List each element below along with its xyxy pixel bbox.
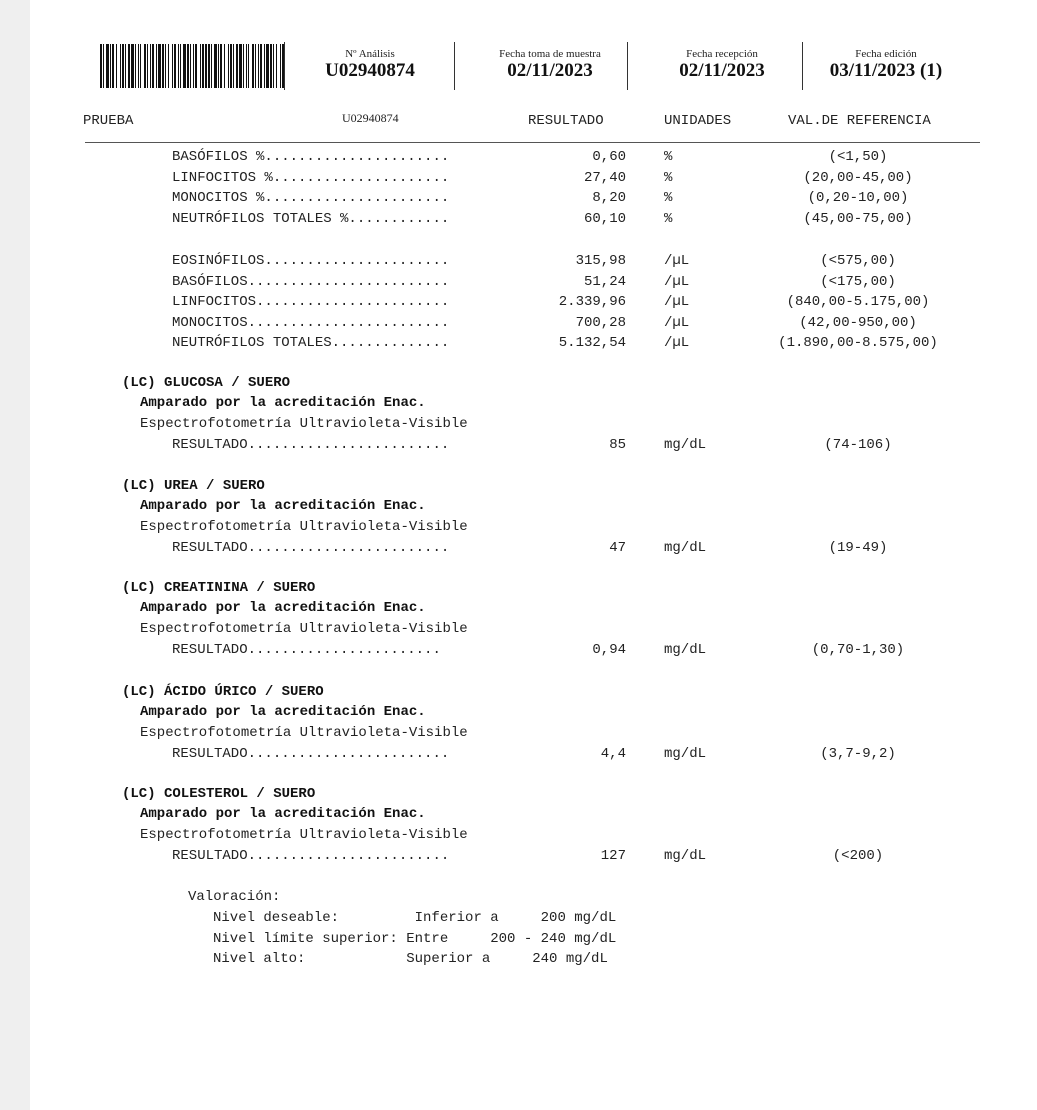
result-unit: mg/dL xyxy=(664,540,707,556)
method-note: Espectrofotometría Ultravioleta-Visible xyxy=(140,416,468,432)
result-row xyxy=(30,314,1030,332)
analysis-number xyxy=(310,48,430,82)
test-name: MONOCITOS %...................... xyxy=(172,190,450,206)
result-row xyxy=(30,293,1030,311)
method-note: Espectrofotometría Ultravioleta-Visible xyxy=(140,827,468,843)
result-value: 2.339,96 xyxy=(558,294,626,310)
reference-range: (45,00-75,00) xyxy=(803,210,913,227)
result-unit: /µL xyxy=(664,314,690,331)
sample-date xyxy=(470,48,630,82)
result-value: 4,4 xyxy=(600,746,626,762)
result-unit: /µL xyxy=(664,335,690,351)
result-value: 127 xyxy=(600,848,626,864)
result-row xyxy=(30,334,1030,352)
test-name: RESULTADO........................ xyxy=(172,848,450,864)
reception-value: 02/11/2023 xyxy=(679,60,765,81)
result-value: 8,20 xyxy=(592,190,626,206)
valoracion-title: Valoración: xyxy=(188,889,281,905)
analysis-label: Nº Análisis xyxy=(345,48,395,60)
reference-range: (<200) xyxy=(832,848,884,864)
reference-range: (<175,00) xyxy=(820,273,896,290)
reference-range: (<1,50) xyxy=(828,149,888,165)
result-unit: % xyxy=(664,169,673,186)
result-row xyxy=(30,252,1030,270)
test-name: RESULTADO........................ xyxy=(172,437,450,453)
section-title: (LC) ÁCIDO ÚRICO / SUERO xyxy=(122,684,324,700)
result-row xyxy=(30,273,1030,291)
header-divider xyxy=(627,42,628,90)
test-name: RESULTADO....................... xyxy=(172,642,441,658)
sample-date-value: 02/11/2023 xyxy=(507,60,593,81)
reference-range: (3,7-9,2) xyxy=(820,746,896,762)
result-value: 51,24 xyxy=(583,273,626,290)
reception-date xyxy=(642,48,802,82)
result-value: 315,98 xyxy=(575,253,626,269)
edition-label: Fecha edición xyxy=(855,48,917,60)
accreditation-note: Amparado por la acreditación Enac. xyxy=(140,704,426,720)
result-unit: % xyxy=(664,149,673,165)
result-unit: % xyxy=(664,190,673,206)
column-header-units: UNIDADES xyxy=(664,113,732,129)
result-row xyxy=(30,847,1030,865)
result-unit: /µL xyxy=(664,253,690,269)
section-title: (LC) GLUCOSA / SUERO xyxy=(122,375,291,391)
result-value: 60,10 xyxy=(583,210,626,227)
reference-range: (<575,00) xyxy=(820,253,896,269)
header-divider xyxy=(284,42,285,90)
result-row xyxy=(30,641,1030,659)
result-row xyxy=(30,169,1030,187)
reference-range: (74-106) xyxy=(824,437,892,453)
result-value: 0,94 xyxy=(592,642,626,658)
result-value: 47 xyxy=(609,540,626,556)
result-value: 5.132,54 xyxy=(558,335,626,351)
reception-label: Fecha recepción xyxy=(686,48,758,60)
barcode-icon xyxy=(100,44,284,88)
result-row xyxy=(30,436,1030,454)
method-note: Espectrofotometría Ultravioleta-Visible xyxy=(140,725,468,741)
sample-date-label: Fecha toma de muestra xyxy=(499,48,601,60)
test-name: MONOCITOS........................ xyxy=(172,314,450,331)
result-unit: mg/dL xyxy=(664,437,707,453)
valoracion-line: Nivel deseable: Inferior a 200 mg/dL xyxy=(213,910,617,926)
reference-range: (1.890,00-8.575,00) xyxy=(778,335,938,351)
section-title: (LC) CREATININA / SUERO xyxy=(122,580,316,596)
test-name: BASÓFILOS %...................... xyxy=(172,149,450,165)
result-value: 0,60 xyxy=(592,149,626,165)
reference-range: (0,70-1,30) xyxy=(811,642,905,658)
test-name: RESULTADO........................ xyxy=(172,746,450,762)
section-title: (LC) UREA / SUERO xyxy=(122,478,265,494)
valoracion-line: Nivel límite superior: Entre 200 - 240 mg/dL xyxy=(213,930,617,947)
result-value: 700,28 xyxy=(575,314,626,331)
test-name: EOSINÓFILOS...................... xyxy=(172,253,450,269)
accreditation-note: Amparado por la acreditación Enac. xyxy=(140,806,426,822)
result-row xyxy=(30,189,1030,207)
reference-range: (19-49) xyxy=(828,540,888,556)
result-value: 27,40 xyxy=(583,169,626,186)
valoracion-line: Nivel alto: Superior a 240 mg/dL xyxy=(213,951,608,967)
column-header-reference: VAL.DE REFERENCIA xyxy=(788,113,931,129)
result-unit: % xyxy=(664,210,673,227)
method-note: Espectrofotometría Ultravioleta-Visible xyxy=(140,621,468,637)
accreditation-note: Amparado por la acreditación Enac. xyxy=(140,498,426,514)
result-unit: mg/dL xyxy=(664,746,707,762)
result-value: 85 xyxy=(609,437,626,453)
reference-range: (42,00-950,00) xyxy=(799,314,917,331)
result-row xyxy=(30,210,1030,228)
method-note: Espectrofotometría Ultravioleta-Visible xyxy=(140,519,468,535)
edition-date xyxy=(802,48,970,82)
reference-range: (840,00-5.175,00) xyxy=(786,294,930,310)
test-name: NEUTRÓFILOS TOTALES %............ xyxy=(172,210,450,227)
result-row xyxy=(30,539,1030,557)
column-header-test: PRUEBA xyxy=(83,113,134,129)
header-divider xyxy=(454,42,455,90)
result-row xyxy=(30,148,1030,166)
section-title: (LC) COLESTEROL / SUERO xyxy=(122,786,316,802)
left-margin-strip xyxy=(0,0,30,1110)
test-name: LINFOCITOS....................... xyxy=(172,294,450,310)
column-header-result: RESULTADO xyxy=(528,113,604,129)
reference-range: (0,20-10,00) xyxy=(807,190,909,206)
header-rule xyxy=(85,142,980,143)
result-unit: mg/dL xyxy=(664,642,707,658)
result-row xyxy=(30,745,1030,763)
analysis-value: U02940874 xyxy=(325,60,415,81)
test-name: RESULTADO........................ xyxy=(172,540,450,556)
accreditation-note: Amparado por la acreditación Enac. xyxy=(140,395,426,411)
result-unit: /µL xyxy=(664,273,690,290)
edition-value: 03/11/2023 (1) xyxy=(829,60,943,81)
test-name: NEUTRÓFILOS TOTALES.............. xyxy=(172,335,450,351)
test-name: LINFOCITOS %..................... xyxy=(172,169,450,186)
analysis-code: U02940874 xyxy=(342,111,399,125)
test-name: BASÓFILOS........................ xyxy=(172,273,450,290)
report-page xyxy=(30,0,1037,1110)
accreditation-note: Amparado por la acreditación Enac. xyxy=(140,600,426,616)
reference-range: (20,00-45,00) xyxy=(803,169,913,186)
result-unit: /µL xyxy=(664,294,690,310)
result-unit: mg/dL xyxy=(664,848,707,864)
